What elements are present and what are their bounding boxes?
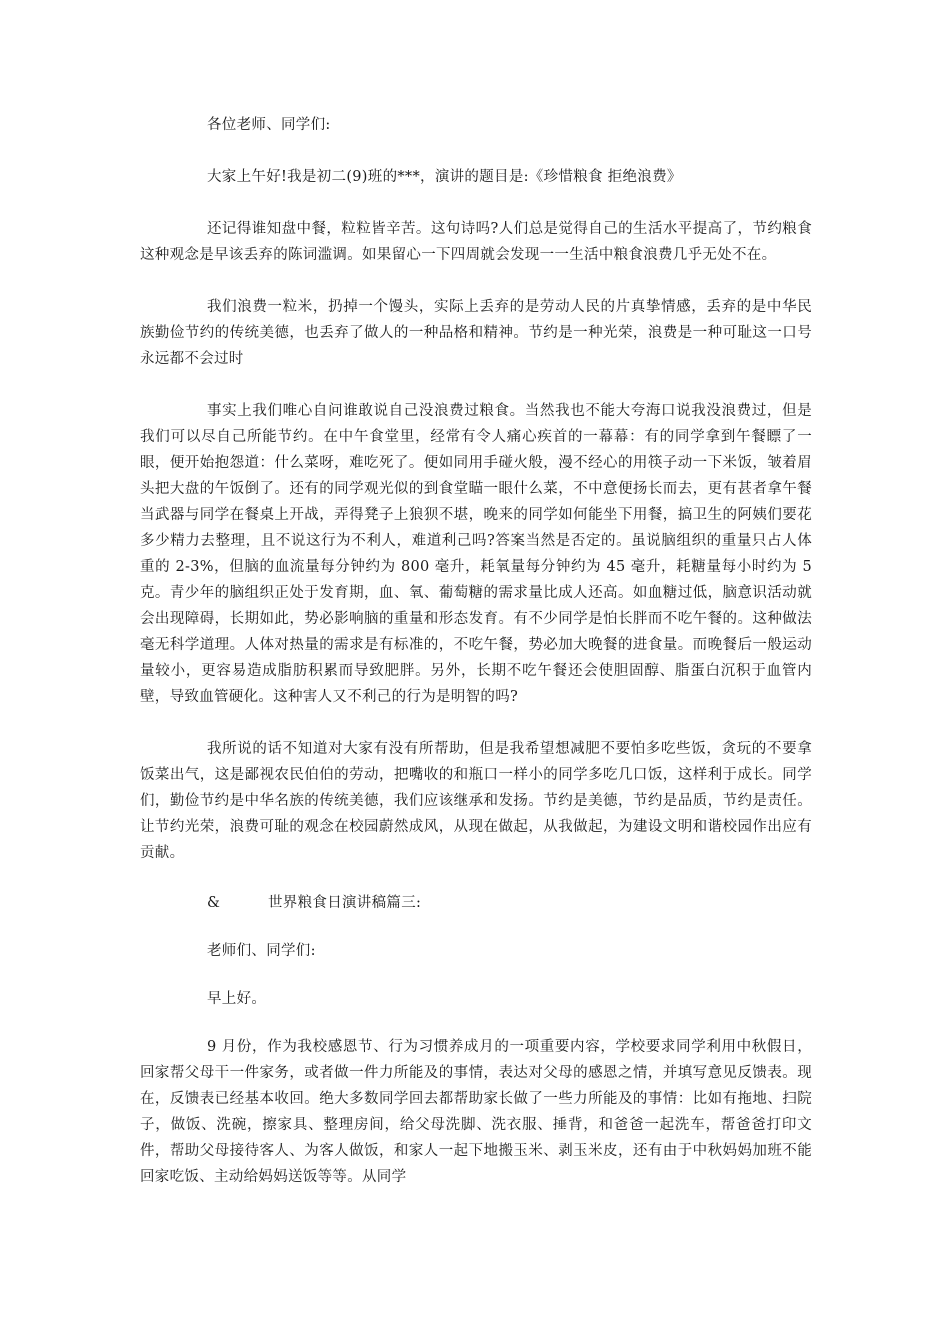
paragraph-5: 9 月份，作为我校感恩节、行为习惯养成月的一项重要内容，学校要求同学利用中秋假日，回家帮父母干一件家务，或者做一件力所能及的事情，表达对父母的感恩之情，并填写意见反馈表。现在，反馈表已经基本收回。绝大多数同学回去都帮助家长做了一些力所能及的事情：比如有拖地、扫院子，做饭、洗碗，擦家具、整理房间，给父母洗脚、洗衣服、捶背，和爸爸一起洗车，帮爸爸打印文件，帮助父母接待客人、为客人做饭，和家人一起下地搬玉米、剥玉米皮，还有由于中秋妈妈加班不能回家吃饭、主动给妈妈送饭等等。从同学 [140,1039,812,1185]
paragraph-1: 还记得谁知盘中餐，粒粒皆辛苦。这句诗吗?人们总是觉得自己的生活水平提高了，节约粮食这种观念是早该丢弃的陈词滥调。如果留心一下四周就会发现一一生活中粮食浪费几乎无处不在。 [140,221,812,263]
paragraph-2: 我们浪费一粒米，扔掉一个馒头，实际上丢弃的是劳动人民的片真挚情感，丢弃的是中华民族勤俭节约的传统美德，也丢弃了做人的一种品格和精神。节约是一种光荣，浪费是一种可耻这一口号永远都不会过时 [140,299,812,367]
document-page [140,112,812,1190]
greeting-line: 各位老师、同学们: [207,117,331,133]
section-heading-row [140,890,812,916]
paragraph-4: 我所说的话不知道对大家有没有所帮助，但是我希望想减肥不要怕多吃些饭，贪玩的不要拿饭菜出气，这是鄙视农民伯伯的劳动，把嘴收的和瓶口一样小的同学多吃几口饭，这样利于成长。同学们，勤俭节约是中华名族的传统美德，我们应该继承和发扬。节约是美德，节约是品质，节约是责任。让节约光荣，浪费可耻的观念在校园蔚然成风，从现在做起，从我做起，为建设文明和谐校园作出应有贡献。 [140,741,812,861]
intro-line: 大家上午好!我是初二(9)班的***，演讲的题目是:《珍惜粮食 拒绝浪费》 [207,169,682,185]
section-heading: 世界粮食日演讲稿篇三: [268,895,422,911]
paragraph-3: 事实上我们唯心自问谁敢说自己没浪费过粮食。当然我也不能大夸海口说我没浪费过，但是我们可以尽自己所能节约。在中午食堂里，经常有令人痛心疾首的一幕幕：有的同学拿到午餐瞟了一眼，便开始抱怨道：什么菜呀，难吃死了。便如同用手碰火般，漫不经心的用筷子动一下米饭，皱着眉头把大盘的午饭倒了。还有的同学观光似的到食堂瞄一眼什么菜，不中意便扬长而去，更有甚者拿午餐当武器与同学在餐桌上开战，弄得凳子上狼狈不堪，晚来的同学如何能坐下用餐，搞卫生的阿姨们要花多少精力去整理，且不说这行为不利人，难道利己吗?答案当然是否定的。虽说脑组织的重量只占人体重的 2-3%，但脑的血流量每分钟约为 800 毫升，耗氧量每分钟约为 45 毫升，耗糖量每小时约为 5 克。青少年的脑组织正处于发育期，血、氧、葡萄糖的需求量比成人还高。如血糖过低，脑意识活动就会出现障碍，长期如此，势必影响脑的重量和形态发育。有不少同学是怕长胖而不吃午餐的。这种做法毫无科学道理。人体对热量的需求是有标准的，不吃午餐，势必加大晚餐的进食量。而晚餐后一般运动量较小，更容易造成脂肪积累而导致肥胖。另外，长期不吃午餐还会使胆固醇、脂蛋白沉积于血管内壁，导致血管硬化。这种害人又不利己的行为是明智的吗? [140,403,812,705]
greeting-2-line: 老师们、同学们: [207,943,316,959]
morning-line: 早上好。 [207,991,267,1007]
section-marker: & [207,895,221,911]
